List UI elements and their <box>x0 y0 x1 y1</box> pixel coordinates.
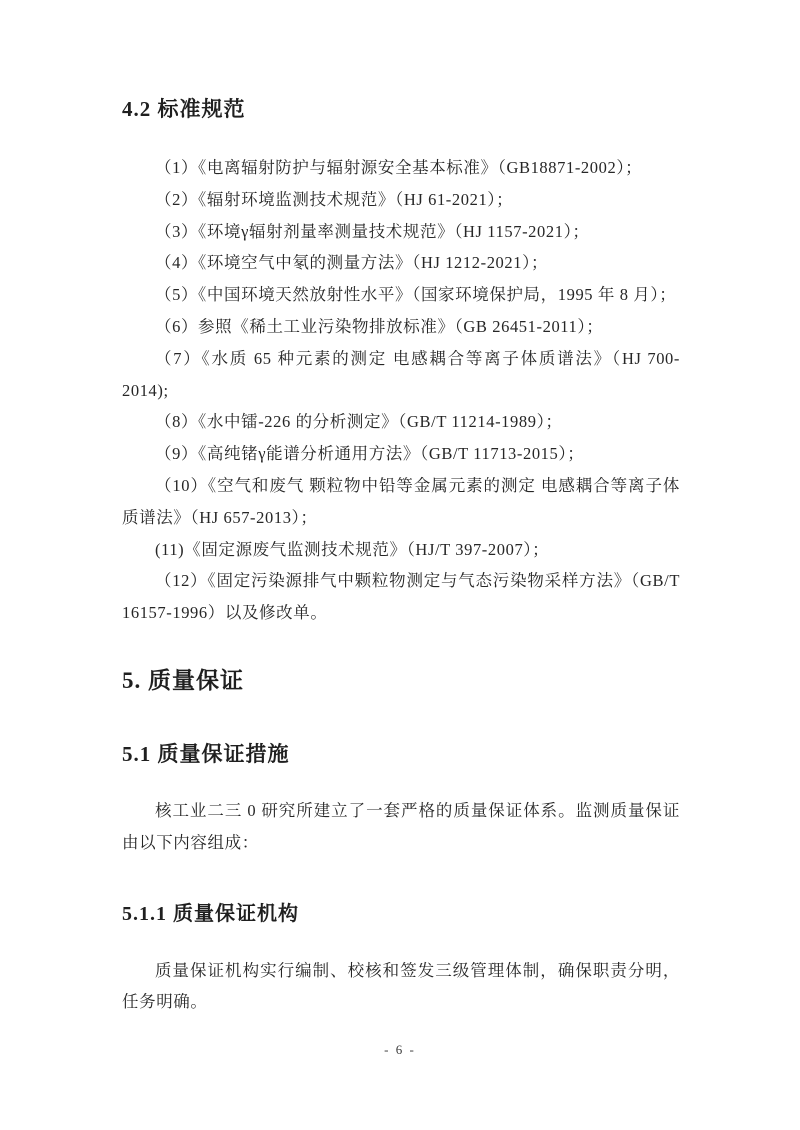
standards-reference-list <box>122 152 680 629</box>
heading-4-2-standards: 4.2 标准规范 <box>122 97 246 121</box>
paragraph-5-1-1: 质量保证机构实行编制、校核和签发三级管理体制，确保职责分明，任务明确。 <box>122 960 680 1012</box>
heading-5-1-qa-measures: 5.1 质量保证措施 <box>122 741 290 766</box>
standard-item-2: （2）《辐射环境监测技术规范》（HJ 61-2021）； <box>155 189 514 209</box>
standard-item-9: （9）《高纯锗γ能谱分析通用方法》（GB/T 11713-2015）； <box>155 444 585 464</box>
standard-item-3: （3）《环境γ辐射剂量率测量技术规范》（HJ 1157-2021）； <box>155 221 590 241</box>
standard-item-12: （12）《固定污染源排气中颗粒物测定与气态污染物采样方法》（GB/T 16157-1996）以及修改单。 <box>122 571 680 623</box>
standard-item-7: （7）《水质 65 种元素的测定 电感耦合等离子体质谱法》（HJ 700-2014); <box>122 348 680 400</box>
standard-item-1: （1）《电离辐射防护与辐射源安全基本标准》（GB18871-2002）； <box>155 158 643 177</box>
heading-5-1-1-qa-organization: 5.1.1 质量保证机构 <box>122 902 299 925</box>
standard-item-10: （10）《空气和废气 颗粒物中铅等金属元素的测定 电感耦合等离子体质谱法》（HJ 657-2013）； <box>122 475 680 527</box>
heading-5-quality-assurance: 5. 质量保证 <box>122 667 244 693</box>
standard-item-4: （4）《环境空气中氡的测量方法》（HJ 1212-2021）； <box>155 253 549 273</box>
standard-item-5: （5）《中国环境天然放射性水平》（国家环境保护局，1995 年 8 月）； <box>155 285 677 305</box>
paragraph-5-1: 核工业二三 0 研究所建立了一套严格的质量保证体系。监测质量保证由以下内容组成： <box>122 800 680 852</box>
page-number: - 6 - <box>384 1042 416 1057</box>
standard-item-6: （6）参照《稀土工业污染物排放标准》（GB 26451-2011）； <box>155 316 604 336</box>
standard-item-8: （8）《水中镭-226 的分析测定》（GB/T 11214-1989）； <box>155 412 563 432</box>
standard-item-11: (11)《固定源废气监测技术规范》（HJ/T 397-2007）； <box>155 539 550 559</box>
